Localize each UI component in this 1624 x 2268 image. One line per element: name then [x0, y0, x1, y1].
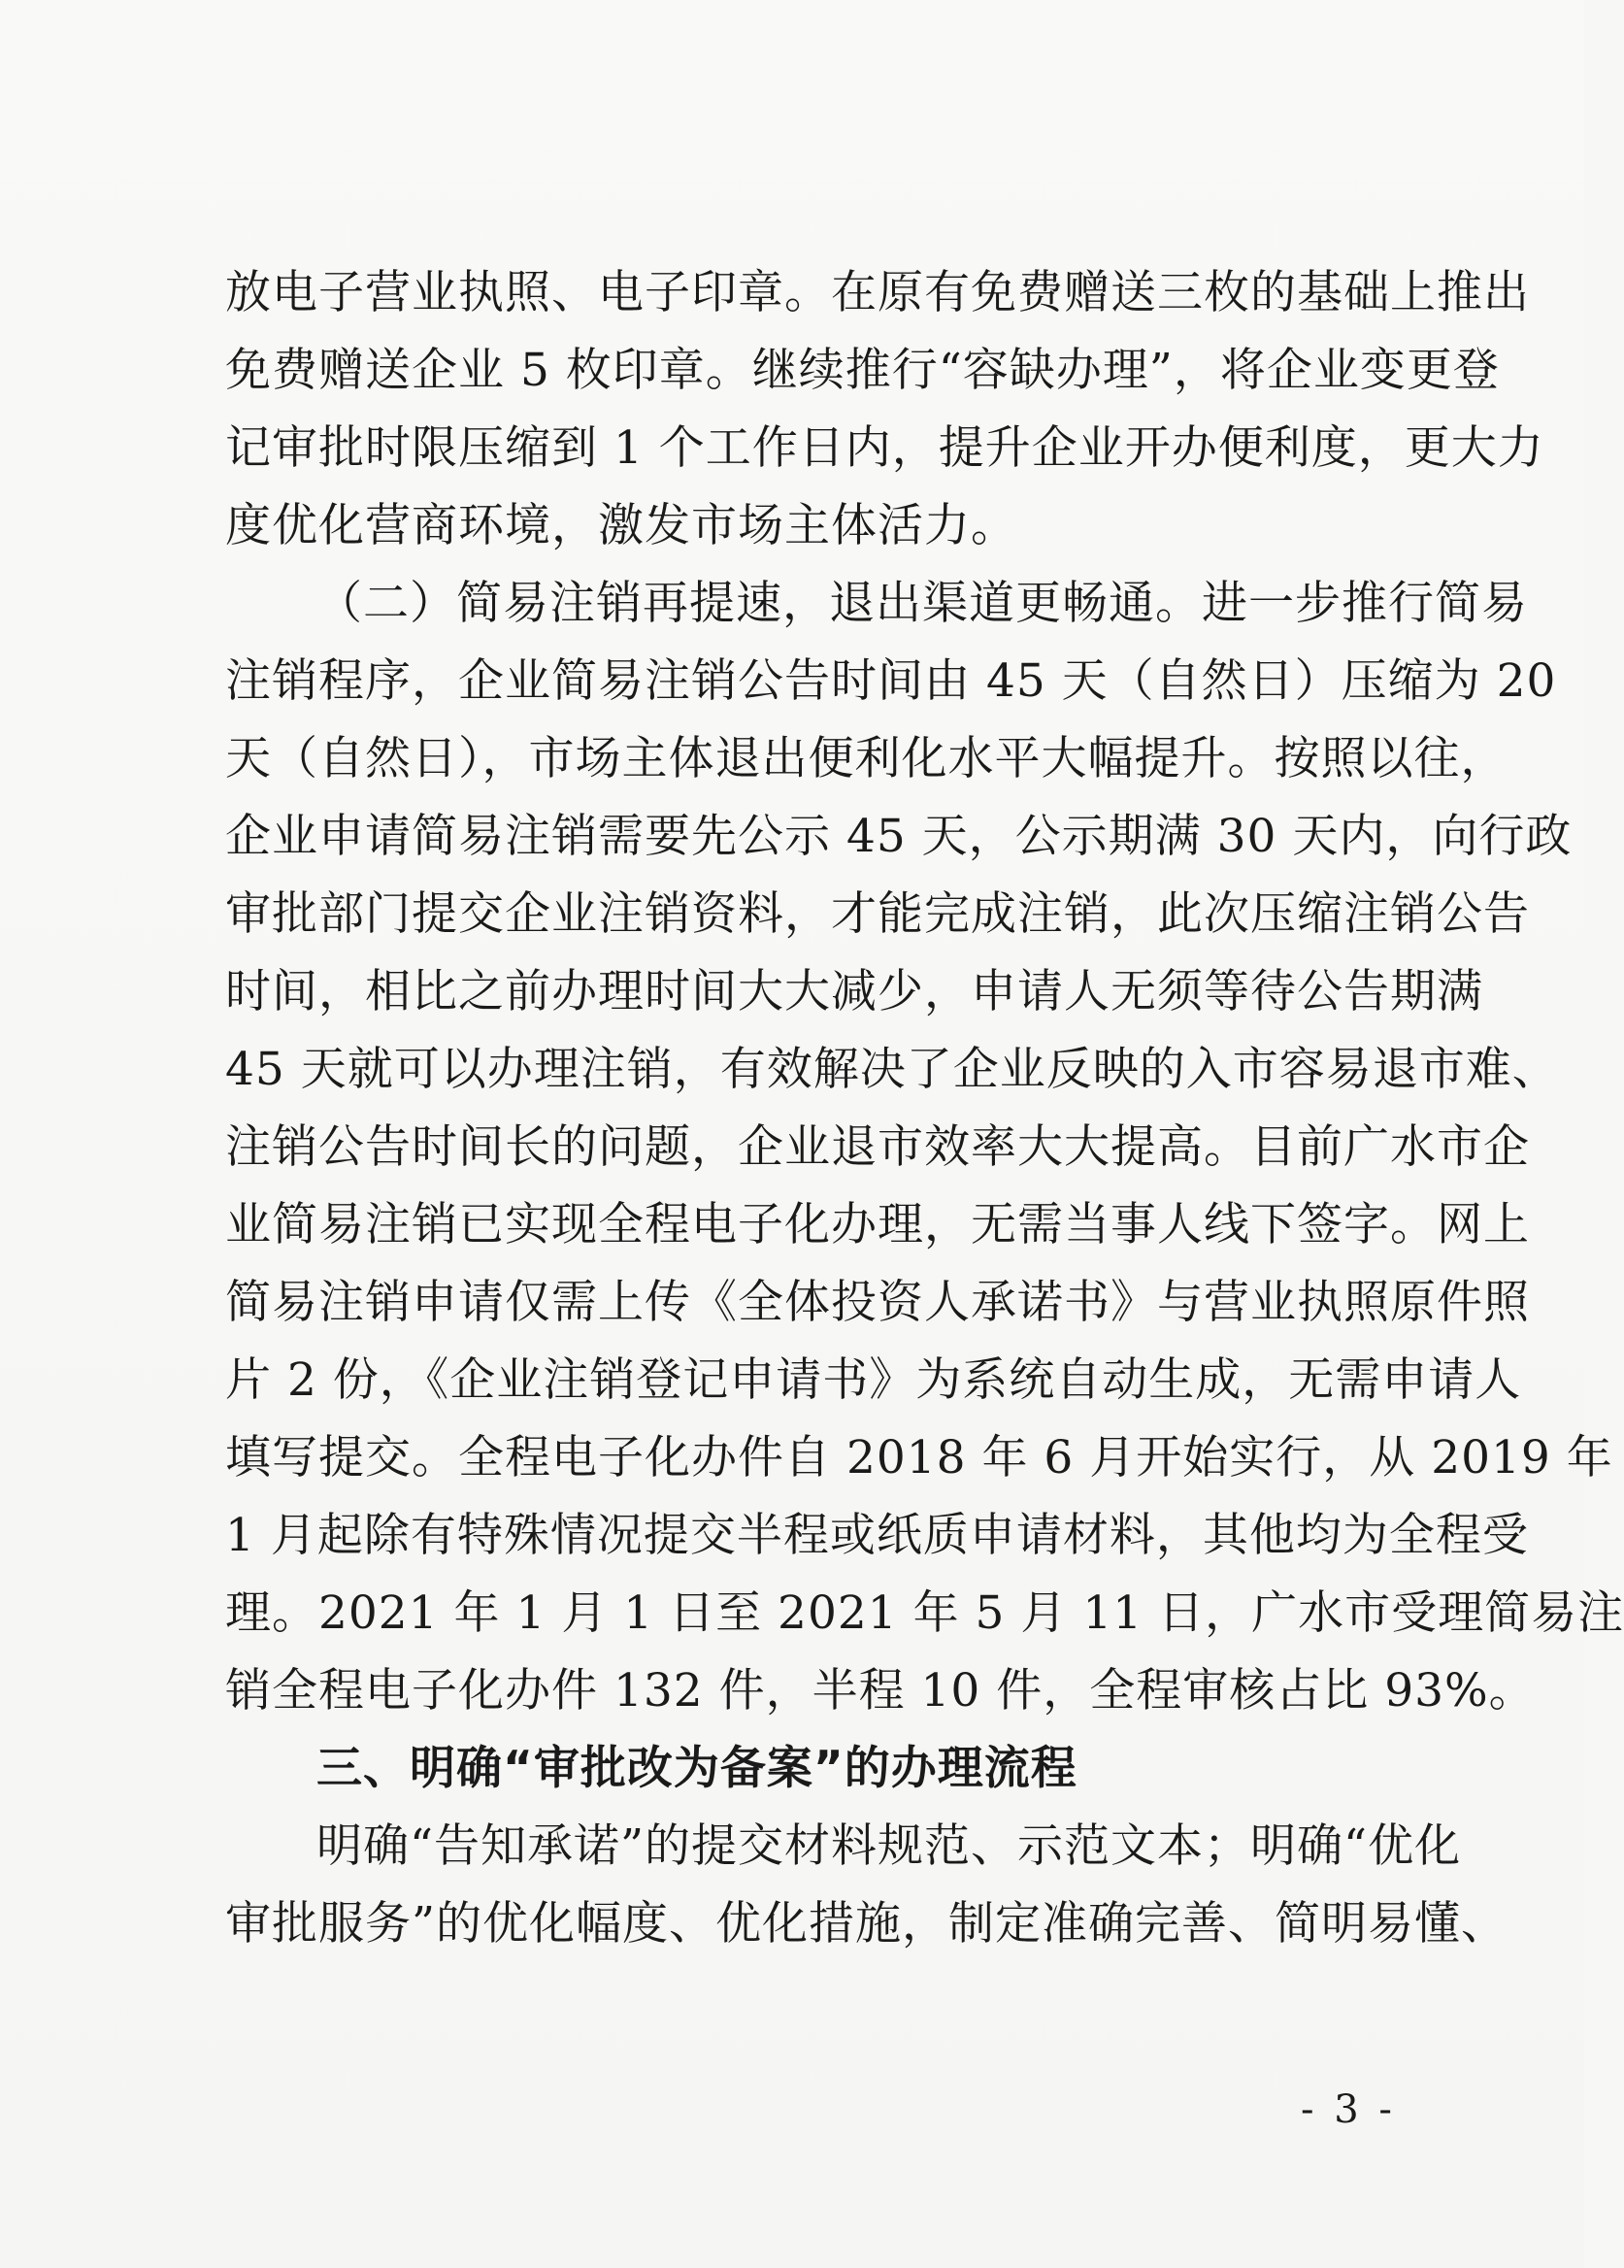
body-text: [225, 254, 1624, 1963]
text-line: 45 天就可以办理注销，有效解决了企业反映的入市容易退市难、: [225, 1043, 1559, 1096]
text-line: 简易注销申请仅需上传《全体投资人承诺书》与营业执照原件照: [225, 1276, 1530, 1329]
text-line: 销全程电子化办件 132 件，半程 10 件，全程审核占比 93%。: [225, 1664, 1536, 1718]
text-line: 免费赠送企业 5 枚印章。继续推行“容缺办理”，将企业变更登: [225, 344, 1500, 397]
text-line: 理。2021 年 1 月 1 日至 2021 年 5 月 11 日，广水市受理简易注: [225, 1586, 1624, 1640]
text-line: 注销程序，企业简易注销公告时间由 45 天（自然日）压缩为 20: [225, 654, 1557, 708]
paragraph-start-line: （二）简易注销再提速，退出渠道更畅通。进一步推行简易: [316, 577, 1528, 630]
text-line: 片 2 份，《企业注销登记申请书》为系统自动生成，无需申请人: [225, 1353, 1522, 1407]
paragraph-start-line: 明确“告知承诺”的提交材料规范、示范文本；明确“优化: [316, 1819, 1462, 1873]
text-line: 1 月起除有特殊情况提交半程或纸质申请材料，其他均为全程受: [225, 1509, 1529, 1562]
text-line: 填写提交。全程电子化办件自 2018 年 6 月开始实行，从 2019 年: [225, 1431, 1613, 1484]
text-line: 审批部门提交企业注销资料，才能完成注销，此次压缩注销公告: [225, 887, 1530, 941]
text-line: 企业申请简易注销需要先公示 45 天，公示期满 30 天内，向行政: [225, 810, 1573, 863]
text-line: 度优化营商环境，激发市场主体活力。: [225, 499, 1017, 552]
text-line: 注销公告时间长的问题，企业退市效率大大提高。目前广水市企: [225, 1120, 1530, 1174]
text-line: 业简易注销已实现全程电子化办理，无需当事人线下签字。网上: [225, 1198, 1530, 1251]
text-line: 放电子营业执照、电子印章。在原有免费赠送三枚的基础上推出: [225, 266, 1530, 319]
text-line: 审批服务”的优化幅度、优化措施，制定准确完善、简明易懂、: [225, 1897, 1508, 1951]
text-line: 时间，相比之前办理时间大大减少，申请人无须等待公告期满: [225, 965, 1483, 1018]
page-number: - 3 -: [1301, 2087, 1396, 2132]
text-line: 天（自然日），市场主体退出便利化水平大幅提升。按照以往，: [225, 732, 1508, 785]
section-heading: 三、明确“审批改为备案”的办理流程: [316, 1742, 1077, 1795]
text-line: 记审批时限压缩到 1 个工作日内，提升企业开办便利度，更大力: [225, 421, 1544, 475]
